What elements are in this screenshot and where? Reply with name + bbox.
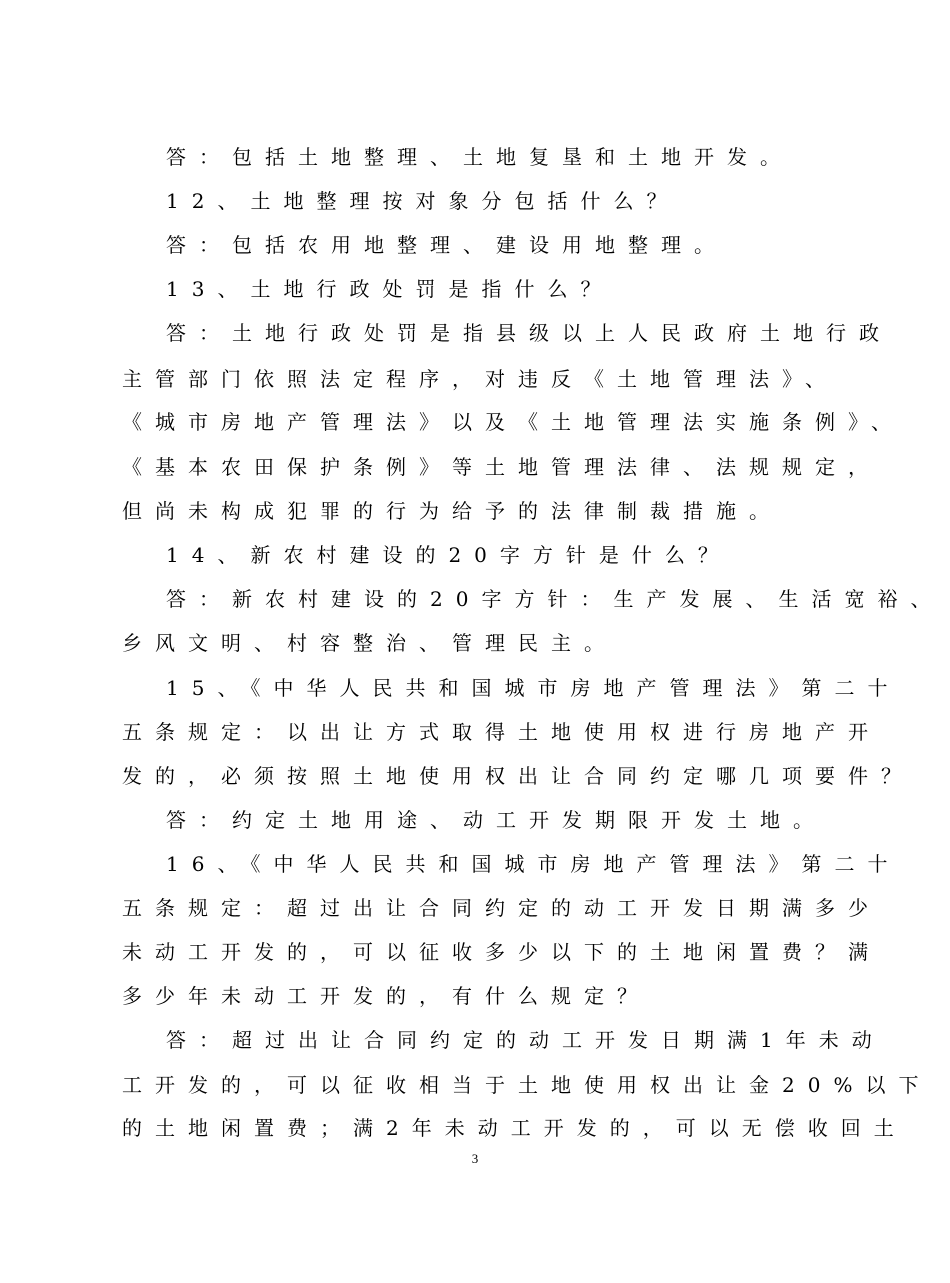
answer-13-line-5: 但尚未构成犯罪的行为给予的法律制裁措施。 [122,499,782,523]
question-15-line-1: 15、《中华人民共和国城市房地产管理法》第二十 [166,676,901,700]
question-15-line-3: 发的，必须按照土地使用权出让合同约定哪几项要件？ [122,764,914,788]
answer-16-line-1: 答：超过出让合同约定的动工开发日期满1年未动 [166,1028,885,1052]
answer-14-line-2: 乡风文明、村容整治、管理民主。 [122,631,617,655]
answer-12-line: 答：包括农用地整理、建设用地整理。 [166,233,727,257]
question-15-line-2: 五条规定：以出让方式取得土地使用权进行房地产开 [122,720,881,744]
question-16-line-4: 多少年未动工开发的，有什么规定？ [122,984,650,1008]
question-16-line-1: 16、《中华人民共和国城市房地产管理法》第二十 [166,852,901,876]
question-13-line: 13、土地行政处罚是指什么？ [166,277,614,301]
question-16-line-3: 未动工开发的，可以征收多少以下的土地闲置费？满 [122,940,881,964]
question-14-line: 14、新农村建设的20字方针是什么？ [166,543,731,567]
answer-14-line-1: 答：新农村建设的20字方针：生产发展、生活宽裕、 [166,587,944,611]
answer-13-line-2: 主管部门依照法定程序，对违反《土地管理法》、 [122,367,838,391]
answer-16-line-2: 工开发的，可以征收相当于土地使用权出让金20%以下 [122,1073,932,1097]
answer-11-line: 答：包括土地整理、土地复垦和土地开发。 [166,145,793,169]
answer-13-line-3: 《城市房地产管理法》以及《土地管理法实施条例》、 [122,410,904,434]
page-number: 3 [471,1151,479,1166]
answer-16-line-3: 的土地闲置费；满2年未动工开发的，可以无偿收回土 [122,1116,907,1140]
answer-15-line: 答：约定土地用途、动工开发期限开发土地。 [166,808,826,832]
answer-13-line-1: 答：土地行政处罚是指县级以上人民政府土地行政 [166,321,892,345]
question-12-line: 12、土地整理按对象分包括什么？ [166,189,680,213]
question-16-line-2: 五条规定：超过出让合同约定的动工开发日期满多少 [122,896,881,920]
answer-13-line-4: 《基本农田保护条例》等土地管理法律、法规规定， [122,455,881,479]
